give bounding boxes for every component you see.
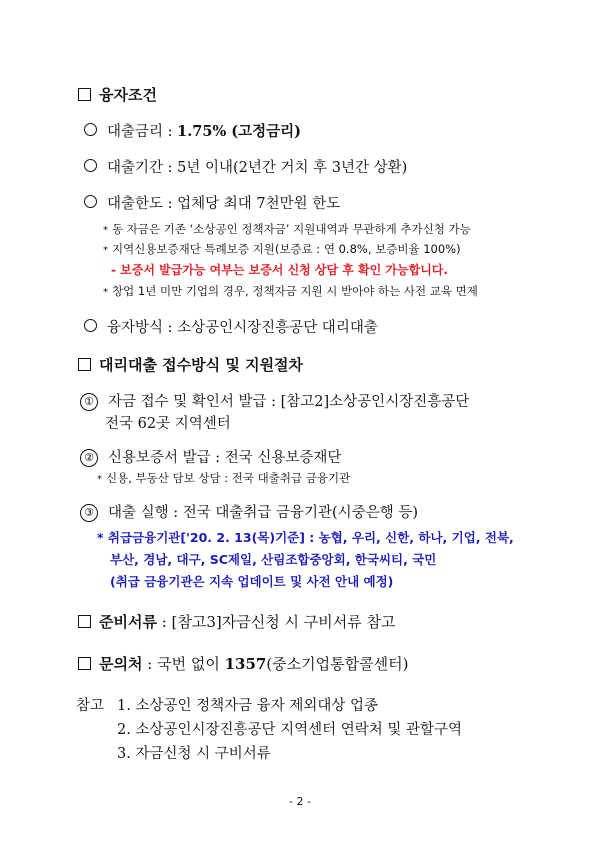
- bullet-circle-icon: [84, 159, 97, 172]
- procedure-step-1-cont: 전국 62곳 지역센터: [105, 416, 231, 432]
- bank-list-note: (취급 금융기관은 지속 업데이트 및 사전 안내 예정): [110, 574, 394, 589]
- circled-number-1: ①: [80, 393, 98, 411]
- circled-number-2: ②: [80, 449, 98, 467]
- procedure-step-2-note: * 신용, 부동산 담보 상담 : 전국 대출취급 금융기관: [97, 471, 351, 485]
- asterisk-icon: *: [97, 474, 102, 485]
- checkbox-square-icon: [78, 657, 91, 670]
- reference-item: 3. 자금신청 시 구비서류: [117, 746, 271, 762]
- bullet-circle-icon: [84, 319, 97, 332]
- loan-limit-item: 대출한도 : 업체당 최대 7천만원 한도: [84, 192, 340, 213]
- bank-list-line: * 취급금융기관['20. 2. 13(목)기준] : 농협, 우리, 신한, 하나, 기업, 전북,: [97, 530, 514, 545]
- note-line: * 동 자금은 기존 ‘소상공인 정책자금’ 지원내역과 무관하게 추가신청 가능: [103, 222, 471, 236]
- asterisk-icon: *: [103, 245, 108, 256]
- section-heading-contact: 문의처 : 국번 없이 1357(중소기업통합콜센터): [78, 653, 408, 674]
- circled-number-3: ③: [80, 504, 98, 522]
- loan-method-item: 융자방식 : 소상공인시장진흥공단 대리대출: [84, 316, 378, 337]
- reference-item: 2. 소상공인시장진흥공단 지역센터 연락처 및 관할구역: [117, 722, 463, 738]
- reference-item: 1. 소상공인 정책자금 융자 제외대상 업종: [117, 698, 378, 714]
- checkbox-square-icon: [78, 615, 91, 628]
- note-line: * 창업 1년 미만 기업의 경우, 정책자금 지원 시 받아야 하는 사전 교육 면제: [103, 284, 478, 298]
- bullet-circle-icon: [84, 123, 97, 136]
- page-number: - 2 -: [289, 795, 311, 808]
- asterisk-icon: *: [103, 225, 108, 236]
- section-heading-documents: 준비서류 : [참고3]자금신청 시 구비서류 참고: [78, 611, 395, 632]
- procedure-step-1: ① 자금 접수 및 확인서 발급 : [참고2]소상공인시장진흥공단: [80, 390, 469, 411]
- section-heading-loan-terms: 융자조건: [78, 84, 157, 105]
- bank-list-line: 부산, 경남, 대구, SC제일, 산림조합중앙회, 한국씨티, 국민: [110, 552, 437, 567]
- guarantee-red-note: - 보증서 발급가능 여부는 보증서 신청 상담 후 확인 가능합니다.: [111, 263, 448, 277]
- procedure-step-2: ② 신용보증서 발급 : 전국 신용보증재단: [80, 446, 341, 467]
- loan-rate-item: 대출금리 : 1.75% (고정금리): [84, 120, 301, 141]
- note-line: * 지역신용보증재단 특례보증 지원(보증료 : 연 0.8%, 보증비율 100%): [103, 242, 461, 256]
- checkbox-square-icon: [78, 88, 91, 101]
- bullet-circle-icon: [84, 195, 97, 208]
- reference-label: 참고: [76, 698, 105, 714]
- loan-period-item: 대출기간 : 5년 이내(2년간 거치 후 3년간 상환): [84, 156, 407, 177]
- asterisk-icon: *: [103, 287, 108, 298]
- procedure-step-3: ③ 대출 실행 : 전국 대출취급 금융기관(시중은행 등): [80, 501, 418, 522]
- checkbox-square-icon: [78, 358, 91, 371]
- section-heading-procedure: 대리대출 접수방식 및 지원절차: [78, 354, 303, 375]
